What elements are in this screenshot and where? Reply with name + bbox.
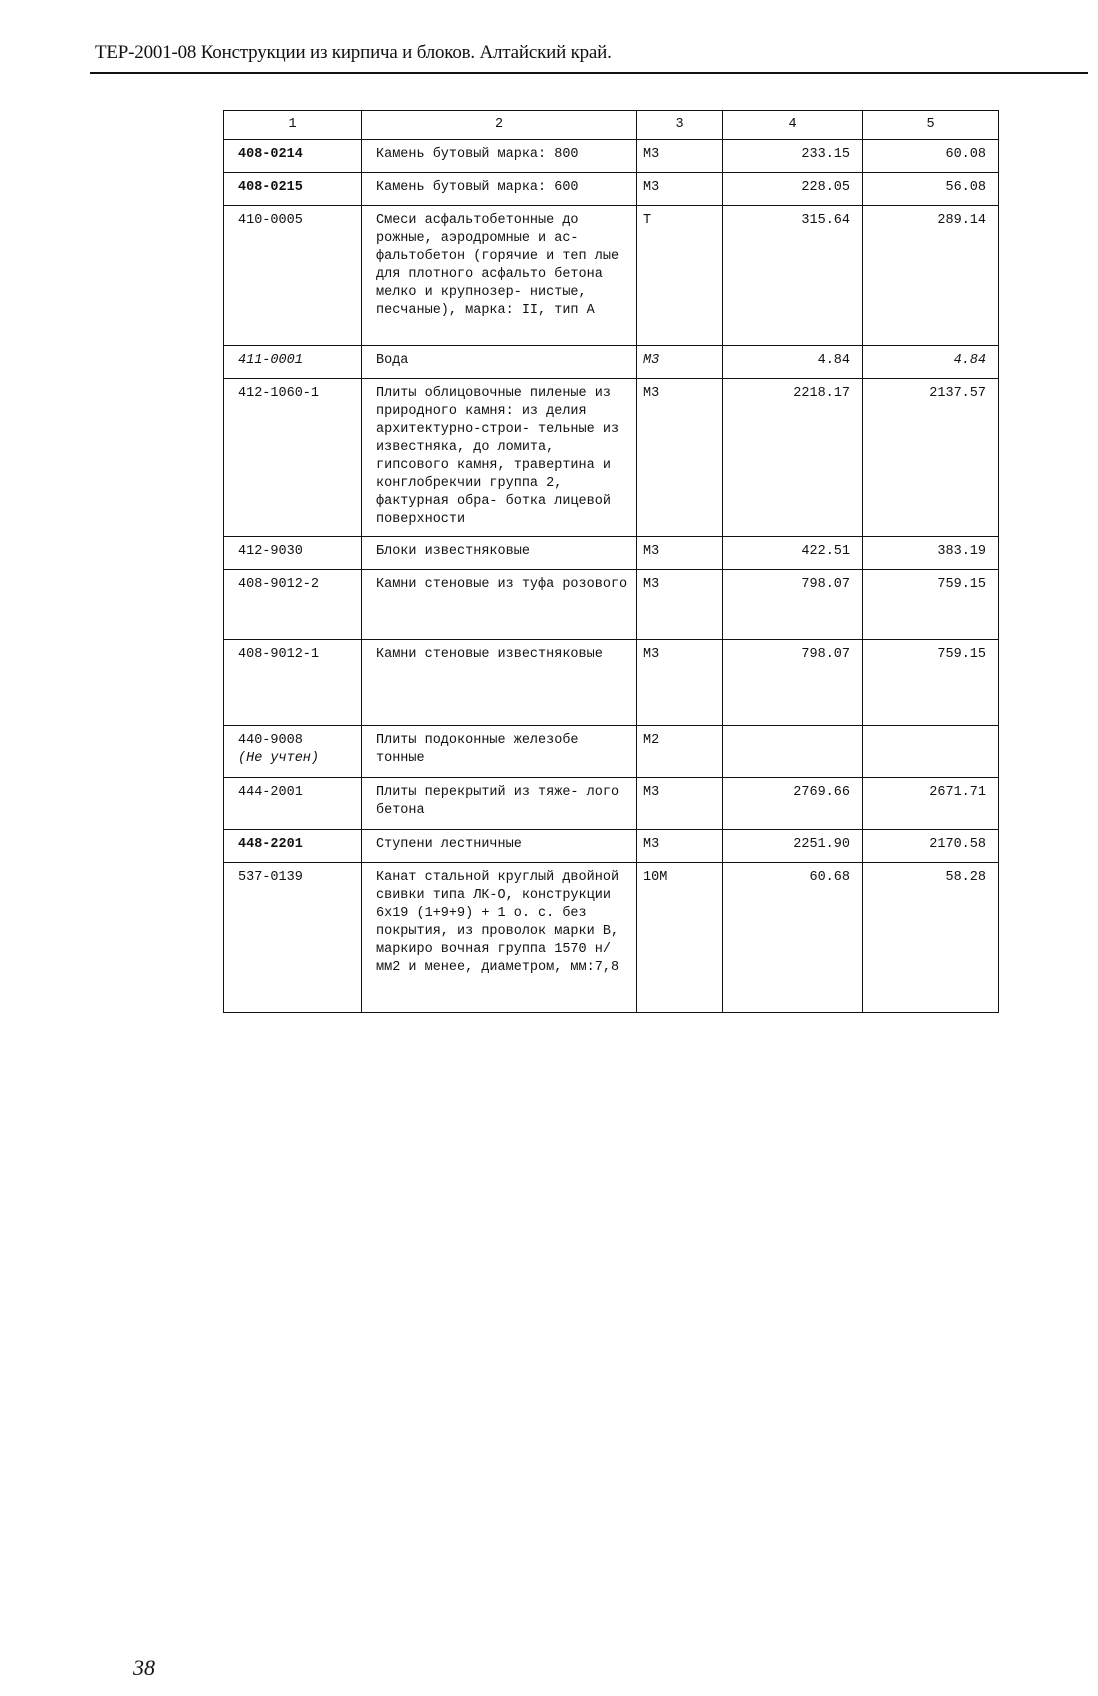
table-row <box>224 173 999 206</box>
resource-value-col5: 4.84 <box>863 346 999 379</box>
resource-code: 408-0214 <box>224 140 362 173</box>
column-number: 3 <box>637 111 723 140</box>
resource-value-col5: 759.15 <box>863 640 999 726</box>
page-number: 38 <box>133 1655 155 1680</box>
resource-code: 408-9012-2 <box>224 570 362 640</box>
resource-value-col4: 422.51 <box>723 537 863 570</box>
resource-value-col4: 60.68 <box>723 863 863 1013</box>
resource-unit: М3 <box>637 379 723 537</box>
resource-name: Смеси асфальтобетонные до рожные, аэродромные и ас- фальтобетон (горячие и теп лые для плотного асфальто бетона мелко и крупнозер- нистые, песчаные), марка: II, тип А <box>362 206 637 346</box>
resource-unit: М3 <box>637 830 723 863</box>
resource-code: 537-0139 <box>224 863 362 1013</box>
resource-value-col5 <box>863 726 999 778</box>
table-row <box>224 140 999 173</box>
resource-value-col4: 2769.66 <box>723 778 863 830</box>
resource-value-col5: 60.08 <box>863 140 999 173</box>
resource-value-col5: 2137.57 <box>863 379 999 537</box>
resource-value-col4: 798.07 <box>723 570 863 640</box>
resource-name: Вода <box>362 346 637 379</box>
resource-code-cell <box>224 726 362 778</box>
table-row <box>224 206 999 346</box>
resource-value-col4: 228.05 <box>723 173 863 206</box>
table-row <box>224 640 999 726</box>
column-number: 2 <box>362 111 637 140</box>
resource-value-col4: 4.84 <box>723 346 863 379</box>
resource-value-col5: 289.14 <box>863 206 999 346</box>
resource-unit: М3 <box>637 173 723 206</box>
column-number: 1 <box>224 111 362 140</box>
resource-name: Камни стеновые из туфа розового <box>362 570 637 640</box>
resource-code: 410-0005 <box>224 206 362 346</box>
table-row <box>224 346 999 379</box>
resource-unit: М3 <box>637 640 723 726</box>
table-row <box>224 830 999 863</box>
resource-code: 408-9012-1 <box>224 640 362 726</box>
resource-name: Блоки известняковые <box>362 537 637 570</box>
table-row <box>224 863 999 1013</box>
resource-value-col4: 2218.17 <box>723 379 863 537</box>
resource-name: Камень бутовый марка: 800 <box>362 140 637 173</box>
resource-unit: М3 <box>637 140 723 173</box>
resource-table <box>223 110 999 1013</box>
resource-code: 444-2001 <box>224 778 362 830</box>
resource-unit: Т <box>637 206 723 346</box>
resource-name: Канат стальной круглый двойной свивки типа ЛК-О, конструкции 6х19 (1+9+9) + 1 о. с. без покрытия, из проволок марки В, маркиро вочная группа 1570 н/мм2 и менее, диаметром, мм:7,8 <box>362 863 637 1013</box>
resource-unit: М2 <box>637 726 723 778</box>
resource-name: Камни стеновые известняковые <box>362 640 637 726</box>
resource-code: 448-2201 <box>224 830 362 863</box>
resource-value-col5: 58.28 <box>863 863 999 1013</box>
column-number-row <box>224 111 999 140</box>
resource-value-col5: 2671.71 <box>863 778 999 830</box>
resource-unit: 10М <box>637 863 723 1013</box>
table-row <box>224 726 999 778</box>
page-header-title: ТЕР-2001-08 Конструкции из кирпича и блоков. Алтайский край. <box>95 42 612 63</box>
resource-unit: М3 <box>637 346 723 379</box>
resource-name: Плиты подоконные железобе тонные <box>362 726 637 778</box>
resource-value-col4: 798.07 <box>723 640 863 726</box>
resource-code: 440-9008 <box>238 733 303 748</box>
resource-value-col5: 2170.58 <box>863 830 999 863</box>
resource-unit: М3 <box>637 778 723 830</box>
resource-value-col4: 2251.90 <box>723 830 863 863</box>
table-row <box>224 778 999 830</box>
resource-code: 412-1060-1 <box>224 379 362 537</box>
resource-name: Плиты облицовочные пиленые из природного камня: из делия архитектурно-строи- тельные из известняка, до ломита, гипсового камня, травертина и конглобрекчии группа 2, фактурная обра- ботка лицевой поверхности <box>362 379 637 537</box>
resource-name: Ступени лестничные <box>362 830 637 863</box>
resource-value-col4: 233.15 <box>723 140 863 173</box>
header-rule <box>90 72 1088 74</box>
resource-value-col4: 315.64 <box>723 206 863 346</box>
table-row <box>224 537 999 570</box>
resource-unit: М3 <box>637 570 723 640</box>
resource-code: 412-9030 <box>224 537 362 570</box>
resource-value-col4 <box>723 726 863 778</box>
resource-value-col5: 56.08 <box>863 173 999 206</box>
resource-note: (Не учтен) <box>238 751 320 766</box>
column-number: 5 <box>863 111 999 140</box>
column-number: 4 <box>723 111 863 140</box>
resource-unit: М3 <box>637 537 723 570</box>
resource-value-col5: 759.15 <box>863 570 999 640</box>
resource-name: Плиты перекрытий из тяже- лого бетона <box>362 778 637 830</box>
resource-code: 411-0001 <box>224 346 362 379</box>
table-row <box>224 570 999 640</box>
resource-value-col5: 383.19 <box>863 537 999 570</box>
resource-code: 408-0215 <box>224 173 362 206</box>
resource-name: Камень бутовый марка: 600 <box>362 173 637 206</box>
table-row <box>224 379 999 537</box>
